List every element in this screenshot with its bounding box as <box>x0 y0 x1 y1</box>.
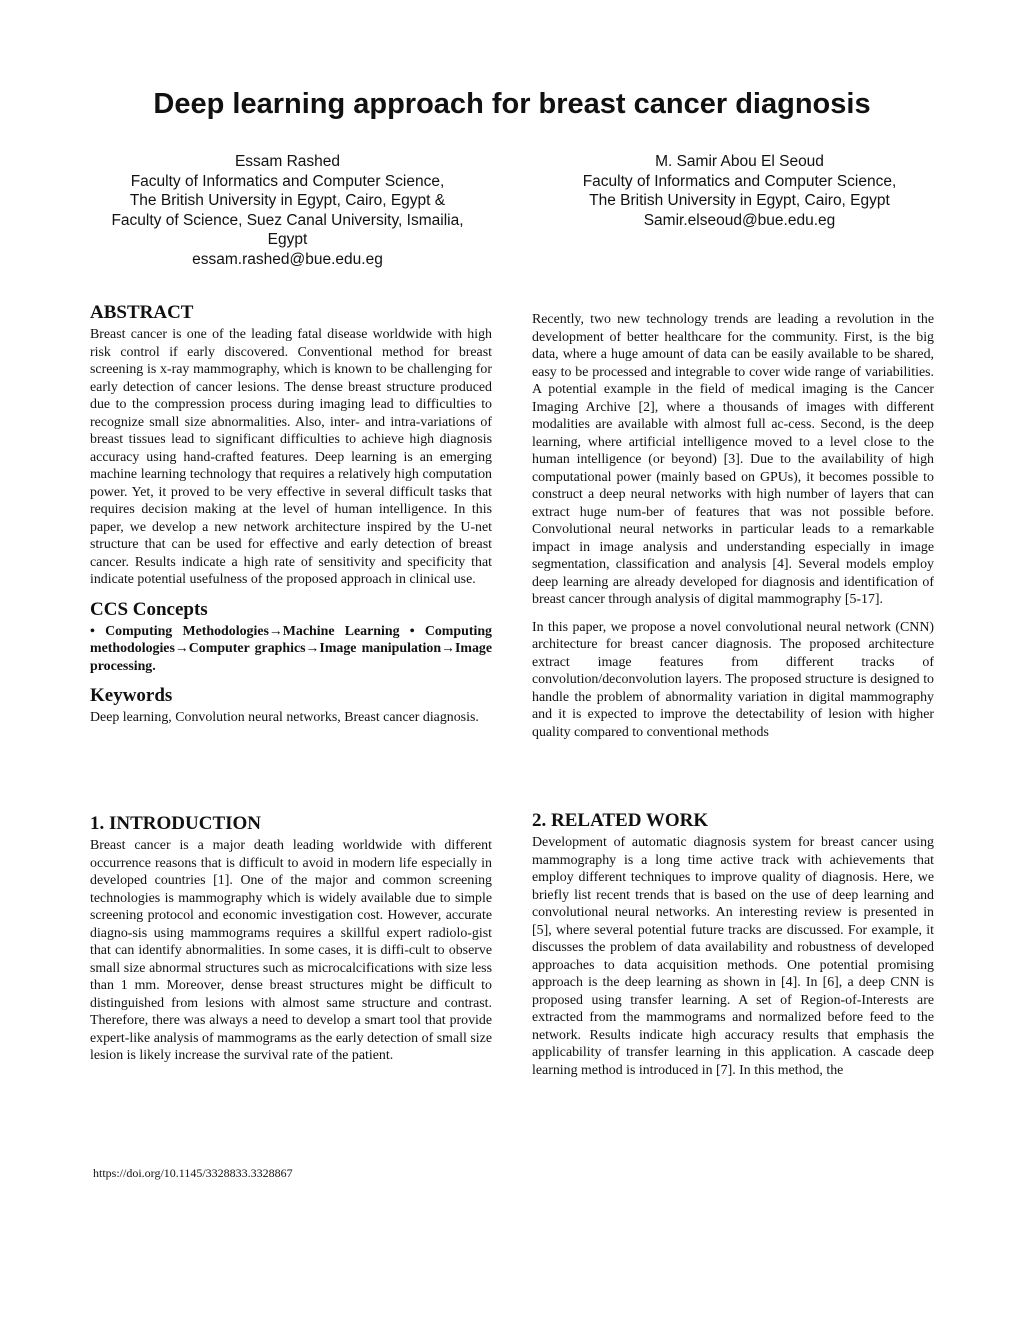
author-name: M. Samir Abou El Seoud <box>655 153 824 170</box>
introduction-text: Breast cancer is a major death leading worldwide with different occurrence reasons that is difficult to avoid in modern life especially in developed countries [1]. One of the major and common screening technologies is mammography which is widely available due to simple screening protocol and economic investigation cost. However, accurate diagno-sis using mammograms requires a skillful expert radiolo-gist that can identify abnormalities. In some cases, it is diffi-cult to observe small size abnormal structures such as microcalcifications with size less than 1 mm. Moreover, dense breast structures might be difficult to distinguished from lesions with almost same structure and contrast. Therefore, there was always a need to develop a smart tool that provide expert-like analysis of mammograms as the early detection of small size lesion is likely increase the survival rate of the patient. <box>90 838 492 1063</box>
doi-link[interactable]: https://doi.org/10.1145/3328833.3328867 <box>93 1166 293 1180</box>
keywords-heading: Keywords <box>90 685 173 706</box>
author-name: Essam Rashed <box>234 153 341 170</box>
intro-paragraph-2: In this paper, we propose a novel convolutional neural network (CNN) architecture for breast cancer diagnosis. The proposed architecture extract image features from different tracks of convolution/deconvolution layers. The proposed structure is designed to handle the problem of abnormality variation in digital mammography and it is expected to improve the detectability of lesion with higher quality compared to conventional methods <box>532 619 934 740</box>
introduction-heading: 1. INTRODUCTION <box>90 813 262 834</box>
author-affiliation-line: Faculty of Science, Suez Canal University, Ismailia, <box>111 211 464 229</box>
ccs-text: • Computing Methodologies→Machine Learning • Computing methodologies→Computer graphics→Image manipulation→Image processing. <box>90 623 492 674</box>
author-email: Samir.elseoud@bue.edu.eg <box>643 211 836 229</box>
left-column-top <box>90 302 492 727</box>
author-affiliation-line: The British University in Egypt, Cairo, Egypt & <box>129 192 446 210</box>
author-affiliation-line: The British University in Egypt, Cairo, Egypt <box>589 192 890 210</box>
keywords-text: Deep learning, Convolution neural networks, Breast cancer diagnosis. <box>90 710 479 725</box>
author-email: essam.rashed@bue.edu.eg <box>192 250 383 268</box>
author-block-1 <box>90 152 485 270</box>
intro-paragraph-1: Recently, two new technology trends are leading a revolution in the development of better healthcare for the community. First, is the big data, where a huge amount of data can be easily available to be shared, easy to be processed and integrable to cover wide range of variabilities. A potential example in the field of medical imaging is the Cancer Imaging Archive [2], where a thousands of images with different modalities are available with almost full ac-cess. Second, is the deep learning, where artificial intelligence moved to a level close to the human intelligence (or beyond) [3]. Due to the availability of high computational power (mainly based on GPUs), it becomes possible to construct a deep neural networks with high number of layers that can extract huge num-ber of features that was not possible before. Convolutional neural networks in particular leads to a remarkable impact in image analysis and understanding especially in image segmentation, classification and analysis [4]. Several models employ deep learning are already developed for diagnosis and identification of breast cancer through analysis of digital mammography [5-17]. <box>532 312 934 607</box>
author-block-2 <box>542 152 937 230</box>
abstract-heading: ABSTRACT <box>90 302 194 323</box>
related-work-text: Development of automatic diagnosis system for breast cancer using mammography is a long time active track with achievements that employ different techniques to improve quality of diagnosis. Here, we briefly list recent trends that is based on the use of deep learning and convolutional neural networks. An interesting review is presented in [5], where several potential future tracks are discussed. For example, it discusses the problem of data availability and robustness of developed approaches to data acquisition methods. One potential promising approach is the deep learning as shown in [4]. In [6], a deep CNN is proposed using transfer learning. A set of Region-of-Interests are extracted from the mammograms and normalized before feed to the network. Results indicate high accuracy results that emphasis the applicability of transfer learning in this application. A cascade deep learning method is introduced in [7]. In this method, the <box>532 835 934 1078</box>
related-work-section <box>532 810 934 1079</box>
abstract-text: Breast cancer is one of the leading fatal disease worldwide with high risk control if early discovered. Conventional method for breast screening is x-ray mammography, which is known to be challenging for early detection of cancer lesions. The dense breast structure produced due to the compression process during imaging lead to difficulties to recognize small size abnormalities. Also, inter- and intra-variations of breast tissues lead to significant difficulties to achieve high diagnosis accuracy using hand-crafted features. Deep learning is an emerging machine learning technology that requires a relatively high computation power. Yet, it proved to be very effective in several difficult tasks that requires decision making at the level of human intelligence. In this paper, we develop a new network architecture inspired by the U-net structure that can be used for effective and early detection of breast cancer. Results indicate a high rate of sensitivity and specificity that indicate potential usefulness of the proposed approach in clinical use. <box>90 327 492 587</box>
ccs-heading: CCS Concepts <box>90 598 208 620</box>
related-work-heading: 2. RELATED WORK <box>532 810 709 831</box>
author-affiliation-line: Faculty of Informatics and Computer Science, <box>130 172 445 190</box>
author-affiliation-line: Egypt <box>267 231 308 249</box>
right-column-top <box>532 311 934 741</box>
paper-title: Deep learning approach for breast cancer diagnosis <box>153 88 871 120</box>
introduction-section <box>90 813 492 1065</box>
author-affiliation-line: Faculty of Informatics and Computer Science, <box>582 172 897 190</box>
